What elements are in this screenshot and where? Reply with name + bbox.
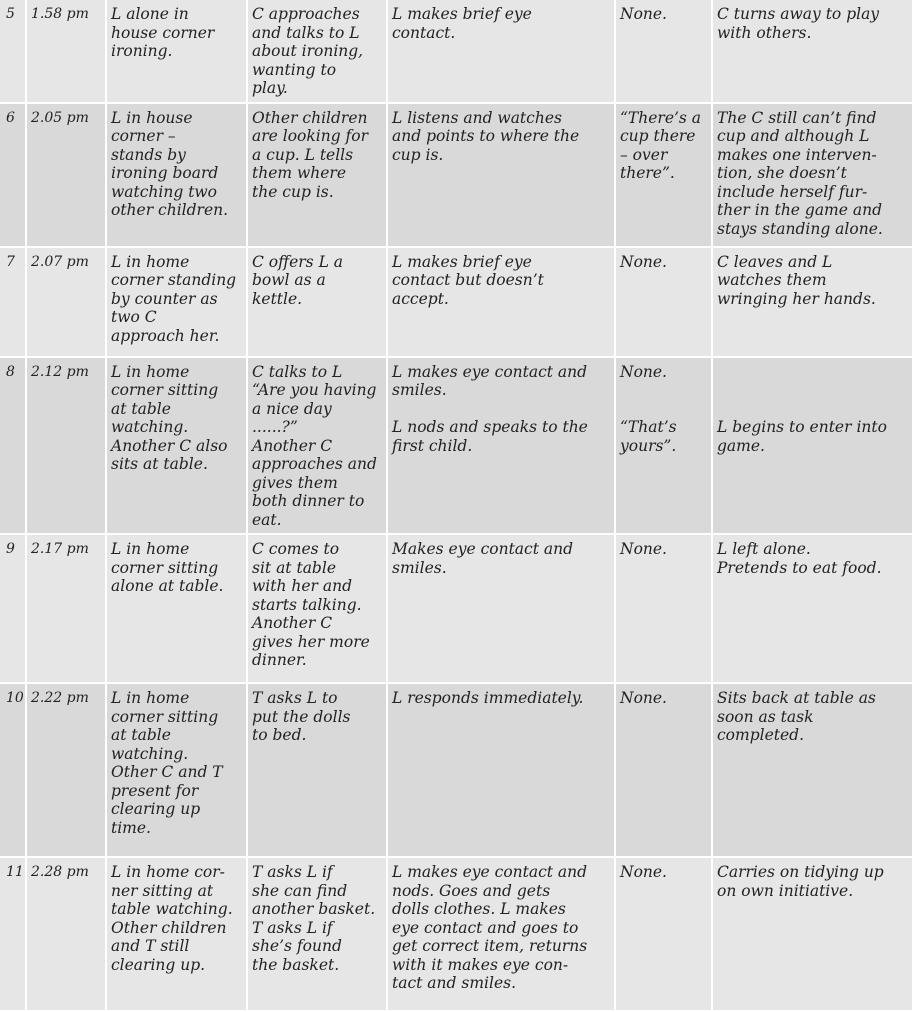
- language-cell: “There’s a cup there – over there”.: [615, 103, 712, 247]
- table-row: [0, 857, 912, 1011]
- observation-time: 2.05 pm: [26, 103, 106, 247]
- table-row: [0, 534, 912, 683]
- table-row: [0, 683, 912, 857]
- row-number: 6: [0, 103, 26, 247]
- row-number: 11: [0, 857, 26, 1011]
- language-cell: None.: [615, 0, 712, 103]
- language-cell: None.: [615, 857, 712, 1011]
- observation-time: 2.22 pm: [26, 683, 106, 857]
- setting-cell: L in home corner sitting at table watching. Other C and T present for clearing up time.: [106, 683, 247, 857]
- approach-cell: C comes to sit at table with her and starts talking. Another C gives her more dinner.: [247, 534, 387, 683]
- outcome-cell: C leaves and L watches them wringing her hands.: [712, 247, 912, 357]
- setting-cell: L in home corner standing by counter as two C approach her.: [106, 247, 247, 357]
- setting-cell: L in house corner – stands by ironing board watching two other children.: [106, 103, 247, 247]
- language-cell: None.: [615, 247, 712, 357]
- response-cell: L responds immediately.: [387, 683, 615, 857]
- observation-time: 2.28 pm: [26, 857, 106, 1011]
- response-cell: L makes brief eye contact but doesn’t accept.: [387, 247, 615, 357]
- outcome-cell: L left alone. Pretends to eat food.: [712, 534, 912, 683]
- table-row: [0, 103, 912, 247]
- approach-cell: C offers L a bowl as a kettle.: [247, 247, 387, 357]
- row-number: 9: [0, 534, 26, 683]
- outcome-cell: C turns away to play with others.: [712, 0, 912, 103]
- language-cell: None.: [615, 683, 712, 857]
- setting-cell: L in home corner sitting at table watching. Another C also sits at table.: [106, 357, 247, 535]
- approach-cell: C approaches and talks to L about ironing, wanting to play.: [247, 0, 387, 103]
- response-cell: L makes brief eye contact.: [387, 0, 615, 103]
- response-cell: L listens and watches and points to where the cup is.: [387, 103, 615, 247]
- row-number: 8: [0, 357, 26, 535]
- language-cell: None.: [615, 534, 712, 683]
- language-cell: None. “That’s yours”.: [615, 357, 712, 535]
- table-row: [0, 247, 912, 357]
- row-number: 7: [0, 247, 26, 357]
- observation-time: 2.17 pm: [26, 534, 106, 683]
- approach-cell: T asks L if she can find another basket. T asks L if she’s found the basket.: [247, 857, 387, 1011]
- approach-cell: C talks to L “Are you having a nice day ......?” Another C approaches and gives them both dinner to eat.: [247, 357, 387, 535]
- table-row: [0, 0, 912, 103]
- setting-cell: L in home cor- ner sitting at table watching. Other children and T still clearing up.: [106, 857, 247, 1011]
- outcome-cell: L begins to enter into game.: [712, 357, 912, 535]
- outcome-cell: The C still can’t find cup and although L makes one interven- tion, she doesn’t include herself fur- ther in the game and stays standing alone.: [712, 103, 912, 247]
- approach-cell: T asks L to put the dolls to bed.: [247, 683, 387, 857]
- setting-cell: L alone in house corner ironing.: [106, 0, 247, 103]
- response-cell: L makes eye contact and nods. Goes and gets dolls clothes. L makes eye contact and goes to get correct item, returns with it makes eye con- tact and smiles.: [387, 857, 615, 1011]
- row-number: 10: [0, 683, 26, 857]
- row-number: 5: [0, 0, 26, 103]
- observation-time: 1.58 pm: [26, 0, 106, 103]
- response-cell: Makes eye contact and smiles.: [387, 534, 615, 683]
- table-row: [0, 357, 912, 535]
- outcome-cell: Sits back at table as soon as task completed.: [712, 683, 912, 857]
- setting-cell: L in home corner sitting alone at table.: [106, 534, 247, 683]
- outcome-cell: Carries on tidying up on own initiative.: [712, 857, 912, 1011]
- approach-cell: Other children are looking for a cup. L tells them where the cup is.: [247, 103, 387, 247]
- response-cell: L makes eye contact and smiles. L nods and speaks to the first child.: [387, 357, 615, 535]
- observation-time: 2.07 pm: [26, 247, 106, 357]
- observation-time: 2.12 pm: [26, 357, 106, 535]
